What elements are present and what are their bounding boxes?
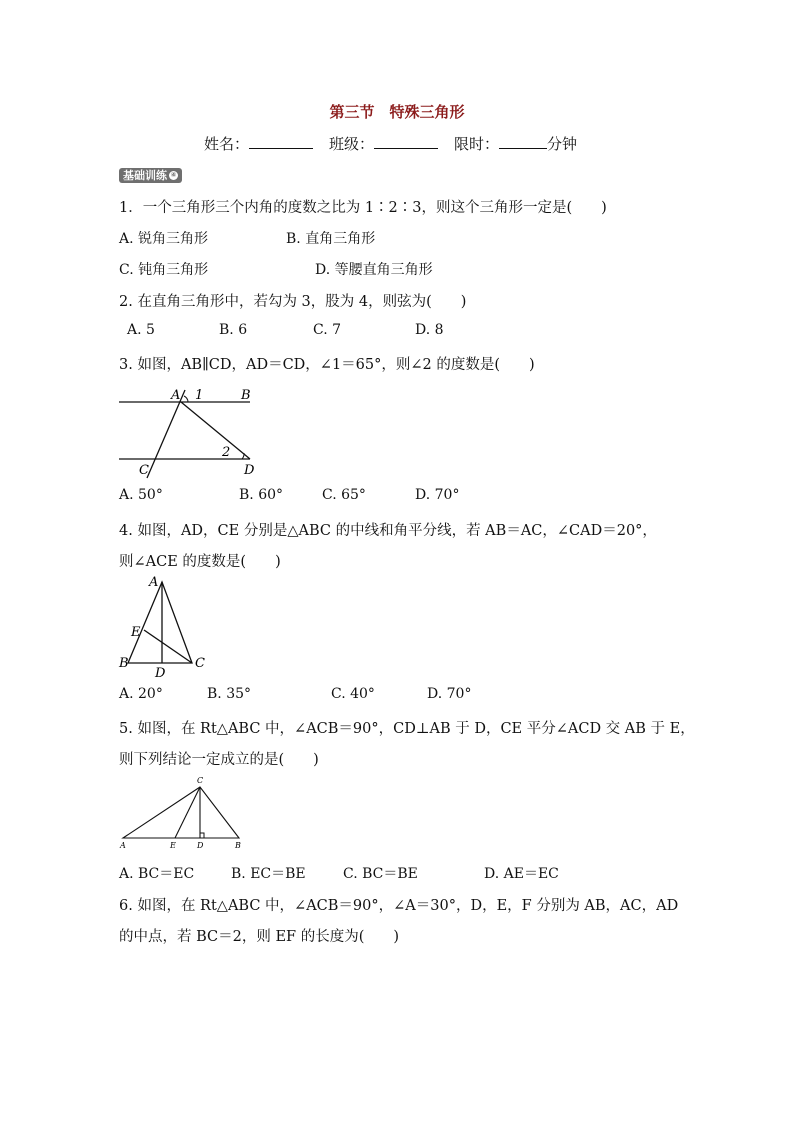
- section-badge-number: ④: [170, 171, 177, 179]
- q5-option-d[interactable]: D. AE＝EC: [484, 866, 559, 882]
- q4-option-c[interactable]: C. 40°: [331, 686, 375, 702]
- q3-label-a: A: [171, 388, 181, 403]
- q5-label-d: D: [197, 841, 204, 850]
- q4-label-c: C: [195, 656, 205, 671]
- name-label: 姓名：: [204, 135, 250, 153]
- q5-option-a[interactable]: A. BC＝EC: [119, 866, 195, 882]
- q4-label-e: E: [131, 625, 141, 640]
- class-blank[interactable]: [374, 134, 438, 149]
- q3-label-d: D: [244, 463, 255, 478]
- q3-transversal-ac: [147, 390, 185, 478]
- q4-label-a: A: [149, 575, 159, 590]
- q5-figure: [115, 774, 251, 854]
- q4-label-d: D: [155, 666, 166, 680]
- time-blank[interactable]: [499, 134, 547, 149]
- q3-figure: [115, 382, 265, 480]
- q5-label-c: C: [197, 776, 204, 785]
- q4-label-b: B: [119, 656, 129, 671]
- q3-angle1-arc: [184, 396, 188, 402]
- q3-segment-ad: [181, 402, 250, 459]
- q4-triangle-abc: [128, 582, 192, 663]
- q1-option-d[interactable]: D. 等腰直角三角形: [315, 262, 433, 278]
- name-blank[interactable]: [249, 134, 313, 149]
- q3-option-d[interactable]: D. 70°: [415, 487, 460, 503]
- q4-stem-line2: 则∠ACE 的度数是( ): [119, 554, 281, 570]
- section-badge: [119, 168, 182, 183]
- class-label: 班级：: [329, 135, 375, 153]
- q3-label-2: 2: [222, 445, 231, 460]
- q5-option-b[interactable]: B. EC＝BE: [231, 866, 306, 882]
- q2-option-a[interactable]: A. 5: [127, 322, 155, 338]
- q4-option-d[interactable]: D. 70°: [427, 686, 472, 702]
- q5-stem-line1: 5. 如图，在 Rt△ABC 中，∠ACB＝90°，CD⊥AB 于 D，CE 平分∠ACD 交 AB 于 E，: [119, 721, 695, 737]
- q5-triangle-abc: [123, 787, 239, 838]
- time-unit: 分钟: [547, 135, 578, 153]
- time-label: 限时：: [454, 135, 500, 153]
- q6-stem-line2: 的中点，若 BC＝2，则 EF 的长度为( ): [119, 929, 400, 945]
- q3-label-b: B: [241, 388, 251, 403]
- student-info-row: [204, 133, 577, 154]
- q3-stem: 3. 如图，AB∥CD，AD＝CD，∠1＝65°，则∠2 的度数是( ): [119, 357, 535, 373]
- q1-stem: 1．一个三角形三个内角的度数之比为 1∶2∶3，则这个三角形一定是( ): [119, 200, 607, 216]
- q5-right-angle-mark: [200, 833, 204, 838]
- q5-label-a: A: [120, 841, 126, 850]
- q3-label-c: C: [139, 463, 149, 478]
- q5-option-c[interactable]: C. BC＝BE: [343, 866, 418, 882]
- q3-option-b[interactable]: B. 60°: [239, 487, 284, 503]
- q1-option-b[interactable]: B. 直角三角形: [286, 231, 376, 247]
- page-title: 第三节 特殊三角形: [329, 103, 465, 121]
- q5-stem-line2: 则下列结论一定成立的是( ): [119, 752, 319, 768]
- q4-figure: [115, 572, 215, 680]
- q2-stem: 2. 在直角三角形中，若勾为 3，股为 4，则弦为( ): [119, 294, 467, 310]
- q4-stem-line1: 4. 如图，AD，CE 分别是△ABC 的中线和角平分线，若 AB＝AC，∠CAD＝20°，: [119, 523, 657, 539]
- q4-option-a[interactable]: A. 20°: [119, 686, 163, 702]
- q2-option-d[interactable]: D. 8: [415, 322, 444, 338]
- q5-label-b: B: [235, 841, 241, 850]
- q2-option-b[interactable]: B. 6: [219, 322, 248, 338]
- q3-option-c[interactable]: C. 65°: [322, 487, 366, 503]
- q4-bisector-ce: [144, 630, 192, 663]
- q1-option-a[interactable]: A. 锐角三角形: [119, 231, 209, 247]
- q3-option-a[interactable]: A. 50°: [119, 487, 163, 503]
- section-badge-label: 基础训练: [123, 169, 167, 182]
- q1-option-c[interactable]: C. 钝角三角形: [119, 262, 209, 278]
- q6-stem-line1: 6. 如图，在 Rt△ABC 中，∠ACB＝90°，∠A＝30°，D，E，F 分别为 AB，AC，AD: [119, 898, 679, 914]
- q2-option-c[interactable]: C. 7: [313, 322, 342, 338]
- q5-label-e: E: [170, 841, 176, 850]
- q4-option-b[interactable]: B. 35°: [207, 686, 252, 702]
- q3-label-1: 1: [195, 388, 204, 403]
